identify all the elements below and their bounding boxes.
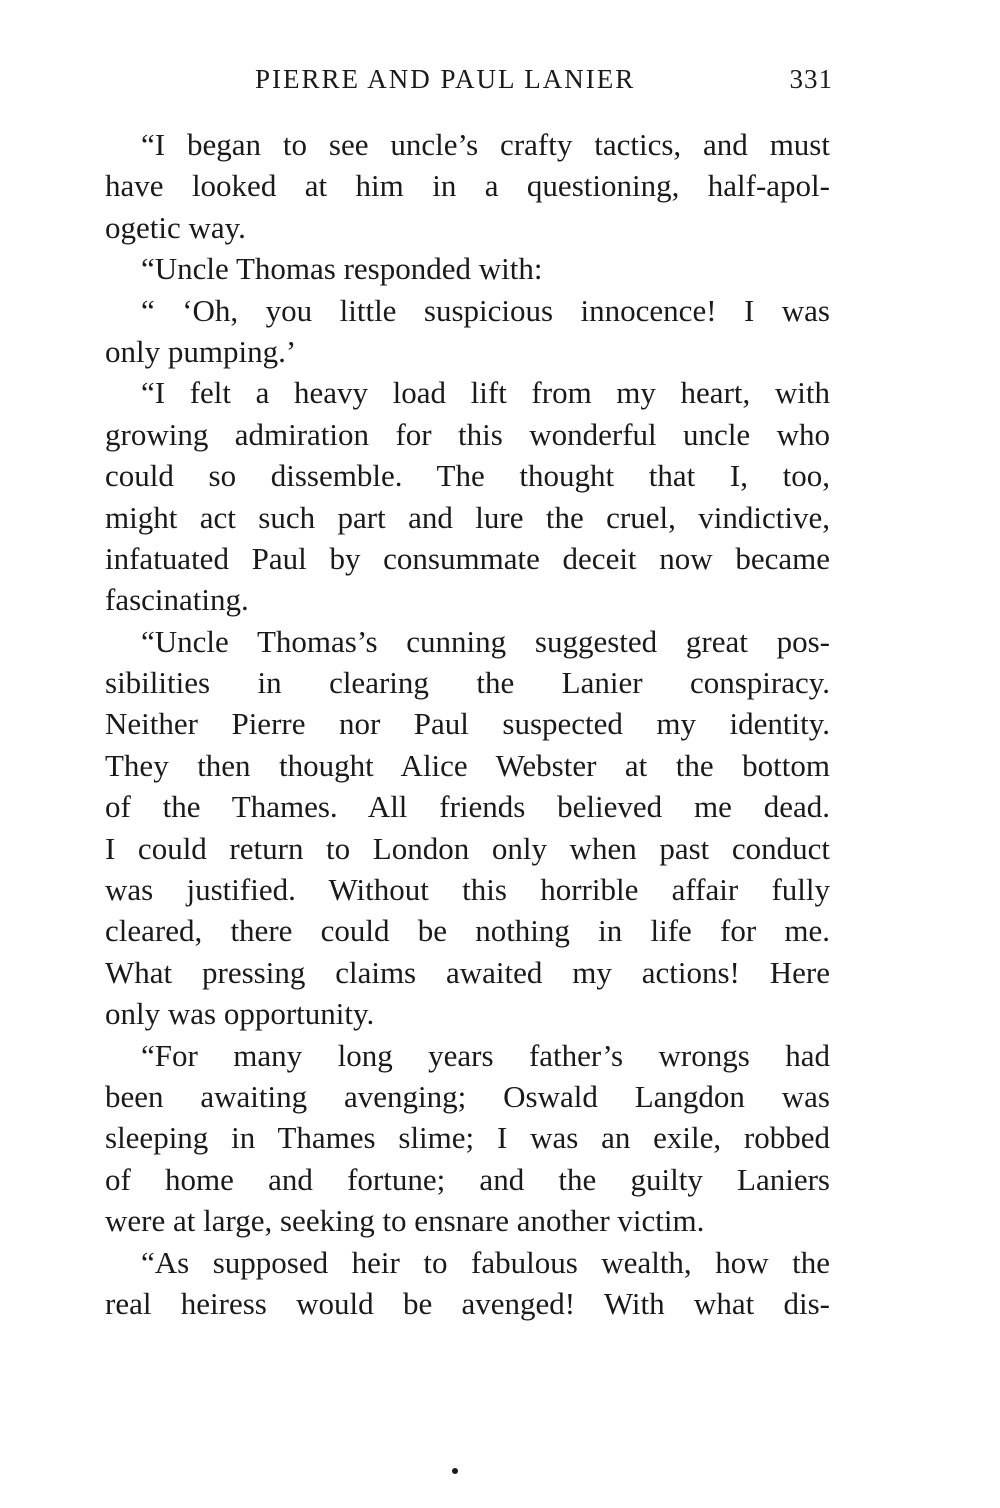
text-line: infatuated Paul by consummate deceit now became	[105, 540, 830, 576]
text-line: sibilities in clearing the Lanier conspiracy.	[105, 665, 830, 701]
text-line: “As supposed heir to fabulous wealth, how the	[141, 1244, 830, 1280]
text-line: “ ‘Oh, you little suspicious innocence! I was	[141, 292, 830, 328]
text-line: real heiress would be avenged! With what dis-	[105, 1285, 830, 1321]
text-line: only pumping.’	[105, 333, 297, 369]
text-line: growing admiration for this wonderful uncle who	[105, 416, 830, 452]
running-head	[105, 64, 833, 104]
text-line: ogetic way.	[105, 209, 246, 245]
text-line: been awaiting avenging; Oswald Langdon was	[105, 1078, 830, 1114]
text-line: “I began to see uncle’s crafty tactics, and must	[141, 127, 830, 162]
text-line: Neither Pierre nor Paul suspected my identity.	[105, 706, 830, 742]
text-line: cleared, there could be nothing in life for me.	[105, 913, 830, 949]
text-line: “Uncle Thomas responded with:	[141, 251, 543, 287]
text-line: only was opportunity.	[105, 996, 375, 1032]
text-line: What pressing claims awaited my actions! Here	[105, 954, 830, 990]
text-line: have looked at him in a questioning, half-apol-	[105, 168, 830, 204]
text-line: “For many long years father’s wrongs had	[141, 1037, 830, 1073]
running-title: PIERRE AND PAUL LANIER	[255, 64, 636, 94]
text-line: was justified. Without this horrible affair fully	[105, 872, 830, 908]
ink-speck	[452, 1468, 458, 1474]
text-line: I could return to London only when past conduct	[105, 830, 830, 866]
text-line: They then thought Alice Webster at the bottom	[105, 747, 830, 783]
page-number: 331	[789, 64, 833, 94]
text-line: “Uncle Thomas’s cunning suggested great pos-	[141, 623, 830, 659]
text-line: sleeping in Thames slime; I was an exile, robbed	[105, 1120, 830, 1156]
text-line: of the Thames. All friends believed me dead.	[105, 789, 830, 825]
text-line: were at large, seeking to ensnare another victim.	[105, 1203, 705, 1239]
text-line: might act such part and lure the cruel, vindictive,	[105, 499, 830, 535]
text-line: “I felt a heavy load lift from my heart, with	[141, 375, 830, 411]
text-line: fascinating.	[105, 582, 249, 618]
text-line: of home and fortune; and the guilty Laniers	[105, 1161, 830, 1197]
text-line: could so dissemble. The thought that I, too,	[105, 458, 830, 494]
body-text	[105, 124, 830, 1324]
